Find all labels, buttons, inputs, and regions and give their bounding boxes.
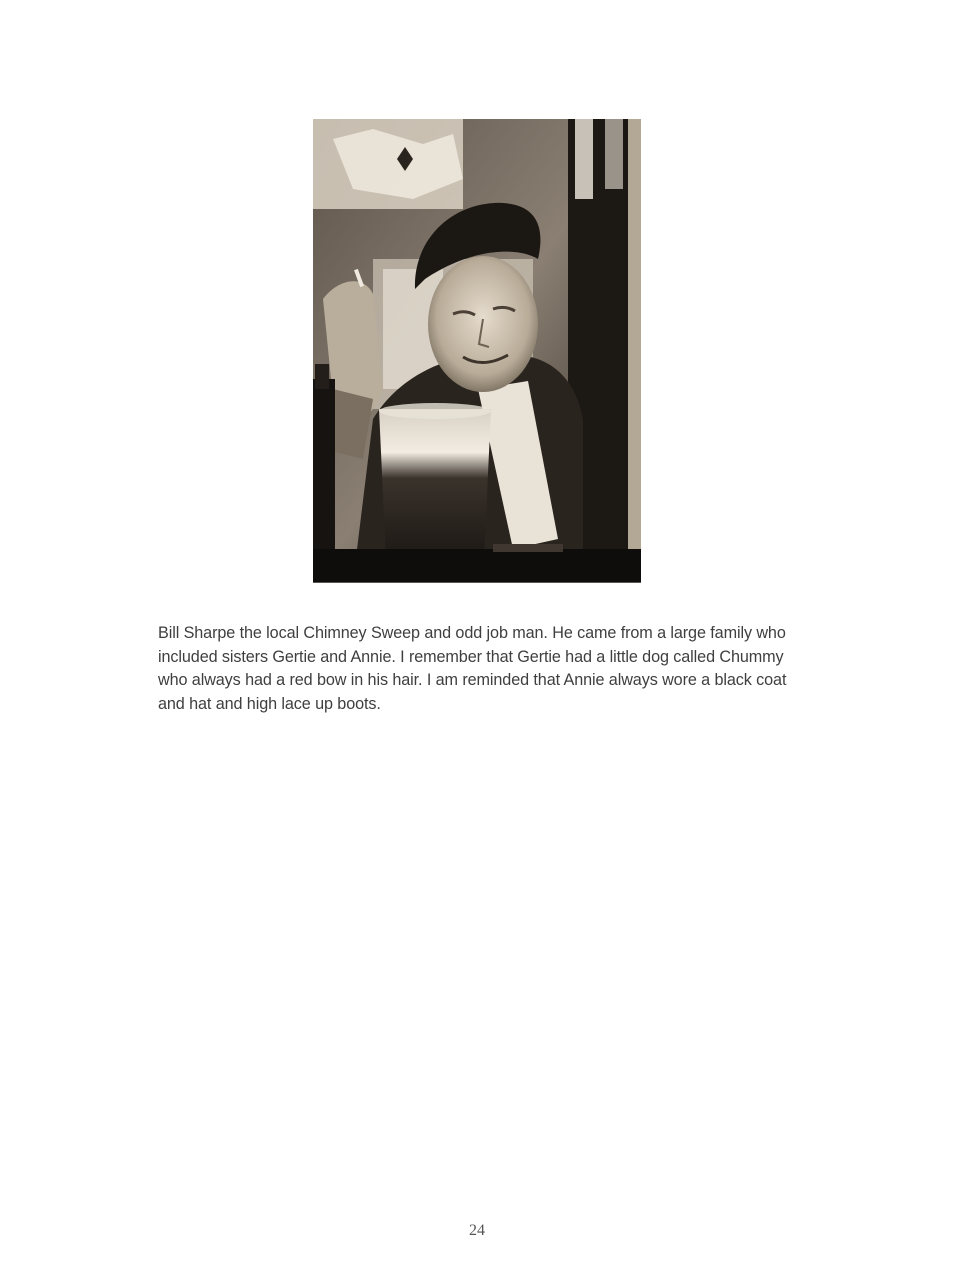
- page-number: 24: [469, 1222, 485, 1239]
- portrait-photo: [313, 119, 641, 583]
- photo-caption: Bill Sharpe the local Chimney Sweep and odd job man. He came from a large family who included sisters Gertie and Annie. I remember that Gertie had a little dog called Chummy who always had a red bow in his hair. I am reminded that Annie always wore a black coat and hat and high lace up boots.: [158, 624, 787, 713]
- portrait-photo-icon: [313, 119, 641, 582]
